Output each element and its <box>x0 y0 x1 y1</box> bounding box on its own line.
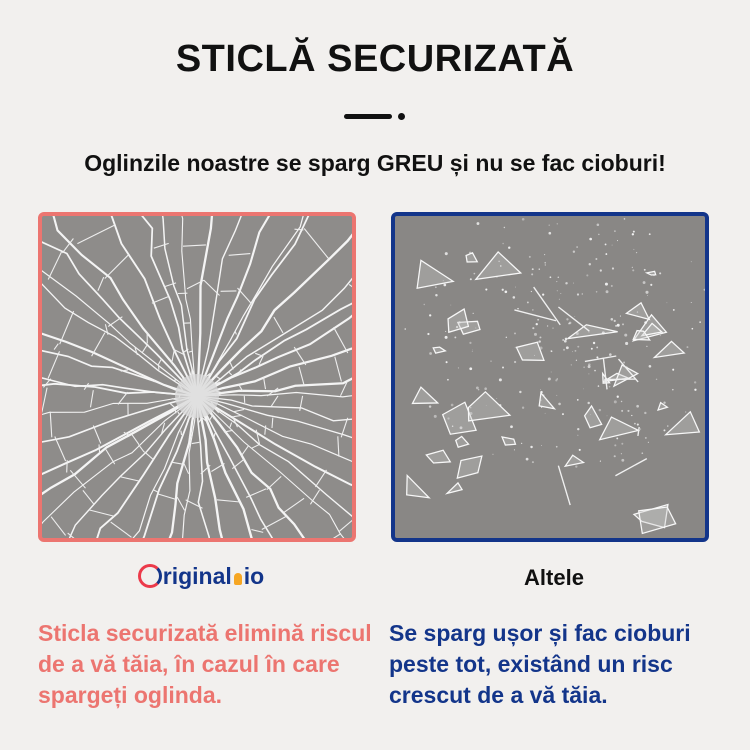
title-divider <box>344 114 392 119</box>
lightbulb-icon <box>234 573 242 585</box>
brand-logo: riginal io <box>38 563 364 590</box>
shattered-glass-illustration <box>42 216 352 538</box>
logo-o-icon <box>138 564 162 588</box>
glass-shards-illustration <box>395 216 705 538</box>
regular-glass-caption: Se sparg ușor și fac cioburi peste tot, existând un risc crescut de a vă tăia. <box>389 620 691 708</box>
tempered-glass-image <box>38 212 356 542</box>
others-label: Altele <box>524 565 584 590</box>
regular-glass-image <box>391 212 709 542</box>
page-title: STICLĂ SECURIZATĂ <box>175 38 575 80</box>
title-divider-dot <box>398 113 405 120</box>
page-subtitle: Oglinzile noastre se sparg GREU și nu se fac cioburi! <box>84 150 666 176</box>
tempered-glass-caption: Sticla securizată elimină riscul de a vă tăia, în cazul în care spargeți oglinda. <box>38 620 372 708</box>
